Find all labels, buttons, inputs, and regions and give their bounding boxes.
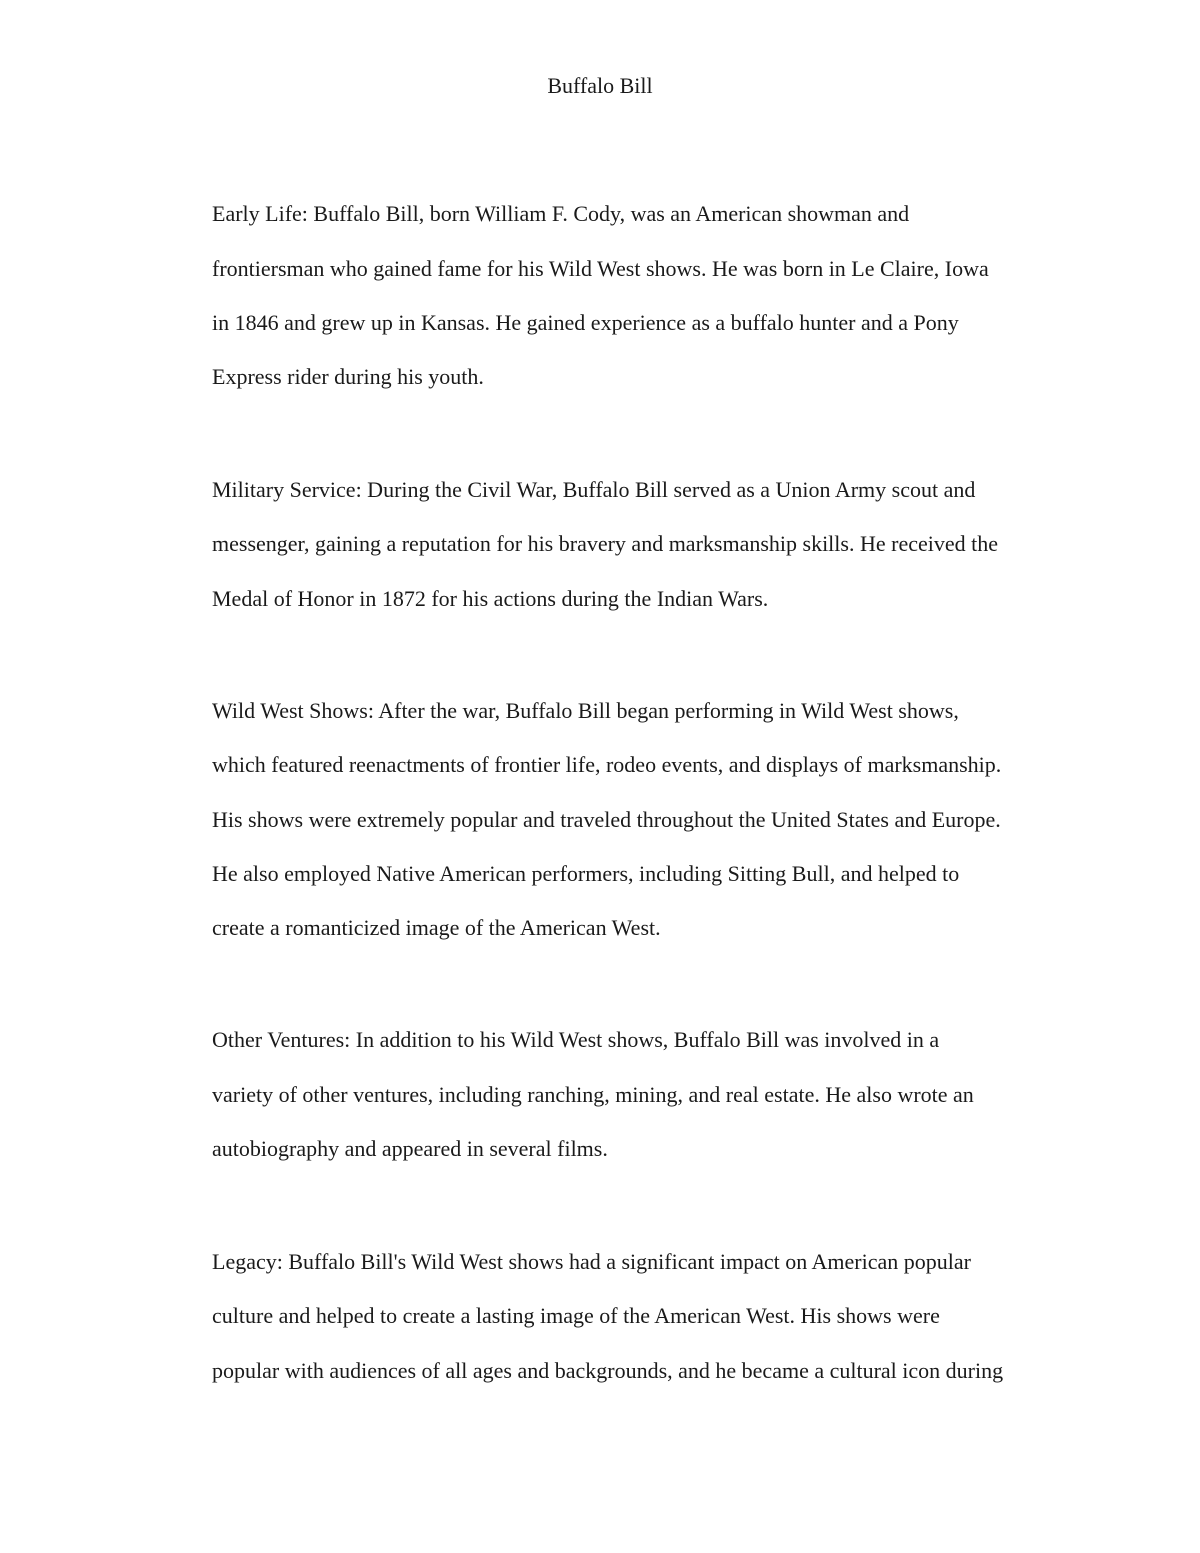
paragraph-wild-west-shows-line: His shows were extremely popular and traveled throughout the United States and Europe. [212,807,1001,832]
paragraph-wild-west-shows-line: He also employed Native American performers, including Sitting Bull, and helped to [212,861,960,886]
paragraph-military-service-line: Military Service: During the Civil War, Buffalo Bill served as a Union Army scout and [212,477,976,502]
paragraph-military-service-line: messenger, gaining a reputation for his bravery and marksmanship skills. He received the [212,531,998,556]
paragraph-early-life-line: Early Life: Buffalo Bill, born William F. Cody, was an American showman and [212,201,910,226]
document-title: Buffalo Bill [547,73,653,98]
paragraph-early-life-line: in 1846 and grew up in Kansas. He gained experience as a buffalo hunter and a Pony [212,310,959,335]
paragraph-other-ventures-line: Other Ventures: In addition to his Wild West shows, Buffalo Bill was involved in a [212,1027,940,1052]
paragraph-legacy-line: popular with audiences of all ages and backgrounds, and he became a cultural icon during [212,1358,1004,1383]
paragraph-early-life-line: Express rider during his youth. [212,364,484,389]
paragraph-wild-west-shows-line: which featured reenactments of frontier life, rodeo events, and displays of marksmanship. [212,752,1002,777]
paragraph-legacy-line: culture and helped to create a lasting image of the American West. His shows were [212,1303,940,1328]
paragraph-wild-west-shows-line: create a romanticized image of the American West. [212,915,661,940]
paragraph-early-life-line: frontiersman who gained fame for his Wild West shows. He was born in Le Claire, Iowa [212,256,989,281]
paragraph-other-ventures-line: autobiography and appeared in several films. [212,1136,608,1161]
paragraph-other-ventures-line: variety of other ventures, including ranching, mining, and real estate. He also wrote an [212,1082,974,1107]
paragraph-military-service-line: Medal of Honor in 1872 for his actions during the Indian Wars. [212,586,769,611]
paragraph-wild-west-shows-line: Wild West Shows: After the war, Buffalo Bill began performing in Wild West shows, [212,698,959,723]
paragraph-legacy-line: Legacy: Buffalo Bill's Wild West shows had a significant impact on American popular [212,1249,971,1274]
